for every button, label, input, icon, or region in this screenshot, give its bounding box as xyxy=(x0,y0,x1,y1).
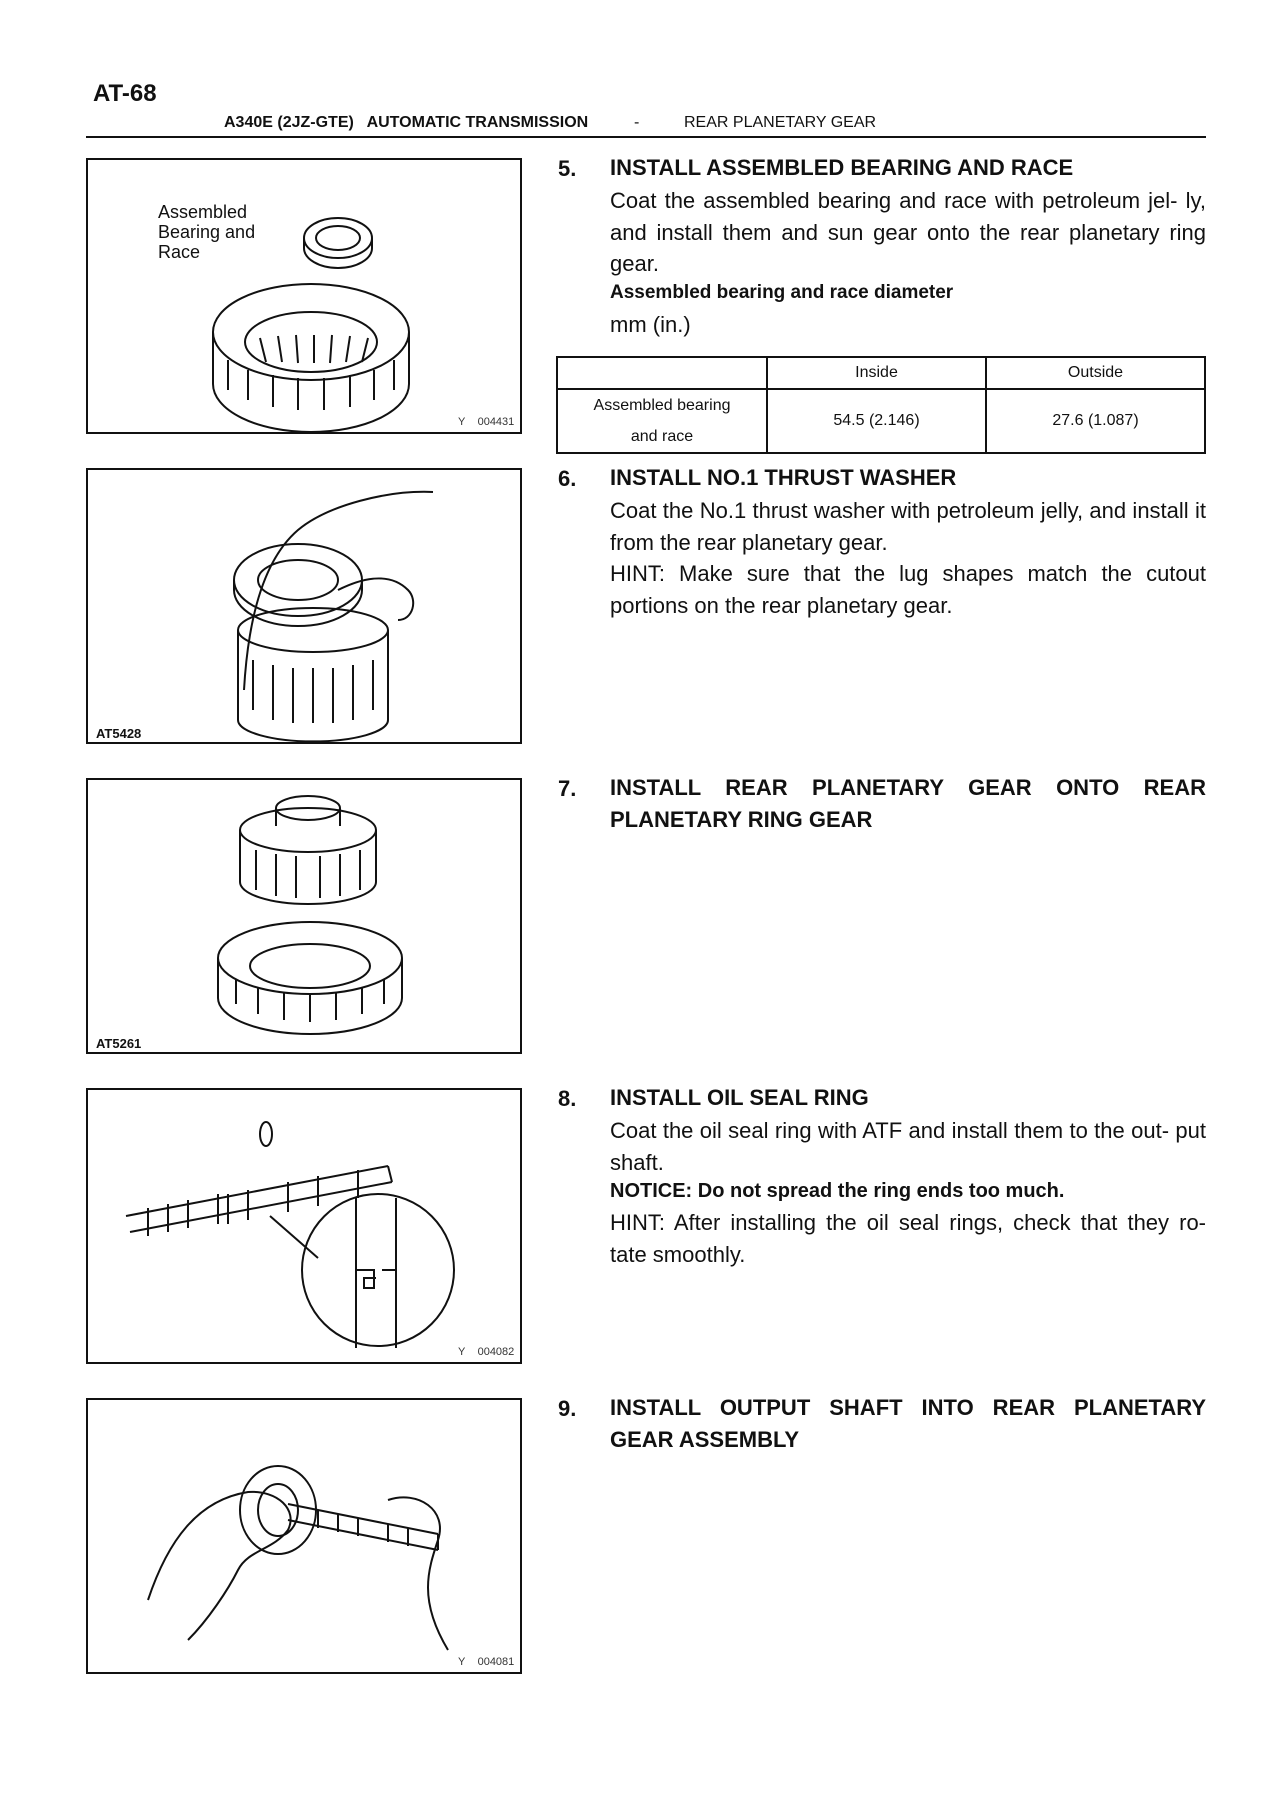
step-8-hint: HINT: After installing the oil seal rings, check that they ro- tate smoothly. xyxy=(610,1210,1206,1267)
output-shaft-illustration xyxy=(88,1400,520,1672)
table-row xyxy=(557,389,1205,453)
figure-bearing-race xyxy=(86,158,522,434)
figure-code-prefix: Y xyxy=(458,1656,466,1668)
table-cell-inside: 54.5 (2.146) xyxy=(767,389,986,453)
figure-output-shaft xyxy=(86,1398,522,1674)
bearing-ring-gear-illustration xyxy=(88,160,520,432)
thrust-washer-illustration xyxy=(88,470,520,742)
figure-code: 004082 xyxy=(477,1346,515,1358)
figure-code: AT5428 xyxy=(96,726,142,741)
step-5-text: Coat the assembled bearing and race with petroleum jel- ly, and install them and sun gear onto the rear planetary ring gear. xyxy=(610,188,1206,276)
header-manual: AUTOMATIC TRANSMISSION xyxy=(366,114,589,131)
step-9-number: 9. xyxy=(558,1396,577,1421)
figure-code: 004431 xyxy=(477,416,515,428)
table-header-cell: Inside xyxy=(767,357,986,389)
step-6-title: INSTALL NO.1 THRUST WASHER xyxy=(610,465,957,490)
table-row-label xyxy=(557,389,767,453)
figure-planetary-gear xyxy=(86,778,522,1054)
step-5-title: INSTALL ASSEMBLED BEARING AND RACE xyxy=(610,155,1074,180)
row-label-line: Assembled bearing xyxy=(593,397,731,414)
header-model: A340E (2JZ-GTE) xyxy=(224,114,354,131)
table-header-row xyxy=(557,357,1205,389)
step-7-number: 7. xyxy=(558,776,577,801)
step-8-notice: NOTICE: Do not spread the ring ends too much. xyxy=(610,1180,1065,1202)
step-9-title: INSTALL OUTPUT SHAFT INTO REAR PLANETARY GEAR ASSEMBLY xyxy=(610,1395,1206,1452)
step-5-number: 5. xyxy=(558,156,577,181)
row-label-line: and race xyxy=(630,428,694,445)
step-5-spec-title: Assembled bearing and race diameter xyxy=(610,282,954,303)
table-header-cell xyxy=(557,357,767,389)
figure-code-prefix: Y xyxy=(458,1346,466,1358)
figure-thrust-washer xyxy=(86,468,522,744)
table-cell-outside: 27.6 (1.087) xyxy=(986,389,1205,453)
step-6-number: 6. xyxy=(558,466,577,491)
step-7-title: INSTALL REAR PLANETARY GEAR ONTO REAR PLANETARY RING GEAR xyxy=(610,775,1206,832)
table-header-cell: Outside xyxy=(986,357,1205,389)
header-section: REAR PLANETARY GEAR xyxy=(684,114,877,131)
oil-seal-ring-illustration xyxy=(88,1090,520,1362)
header-separator: - xyxy=(634,114,640,131)
step-6-text: Coat the No.1 thrust washer with petroleum jelly, and install it from the rear planetary gear. xyxy=(610,498,1206,555)
planetary-gear-illustration xyxy=(88,780,520,1052)
step-6-hint: HINT: Make sure that the lug shapes match the cutout portions on the rear planetary gear. xyxy=(610,561,1206,618)
step-5-unit: mm (in.) xyxy=(610,312,691,337)
step-8-number: 8. xyxy=(558,1086,577,1111)
figure-oil-seal-ring xyxy=(86,1088,522,1364)
step-8-text: Coat the oil seal ring with ATF and install them to the out- put shaft. xyxy=(610,1118,1206,1175)
figure-code: 004081 xyxy=(477,1656,515,1668)
header-rule xyxy=(86,136,1206,138)
step-8-title: INSTALL OIL SEAL RING xyxy=(610,1085,869,1110)
page-number: AT-68 xyxy=(93,80,157,107)
figure-code: AT5261 xyxy=(96,1036,142,1051)
figure-code-prefix: Y xyxy=(458,416,466,428)
figure-label: Assembled Bearing and Race xyxy=(158,202,256,262)
header-title xyxy=(224,114,588,132)
bearing-spec-table xyxy=(556,356,1206,454)
